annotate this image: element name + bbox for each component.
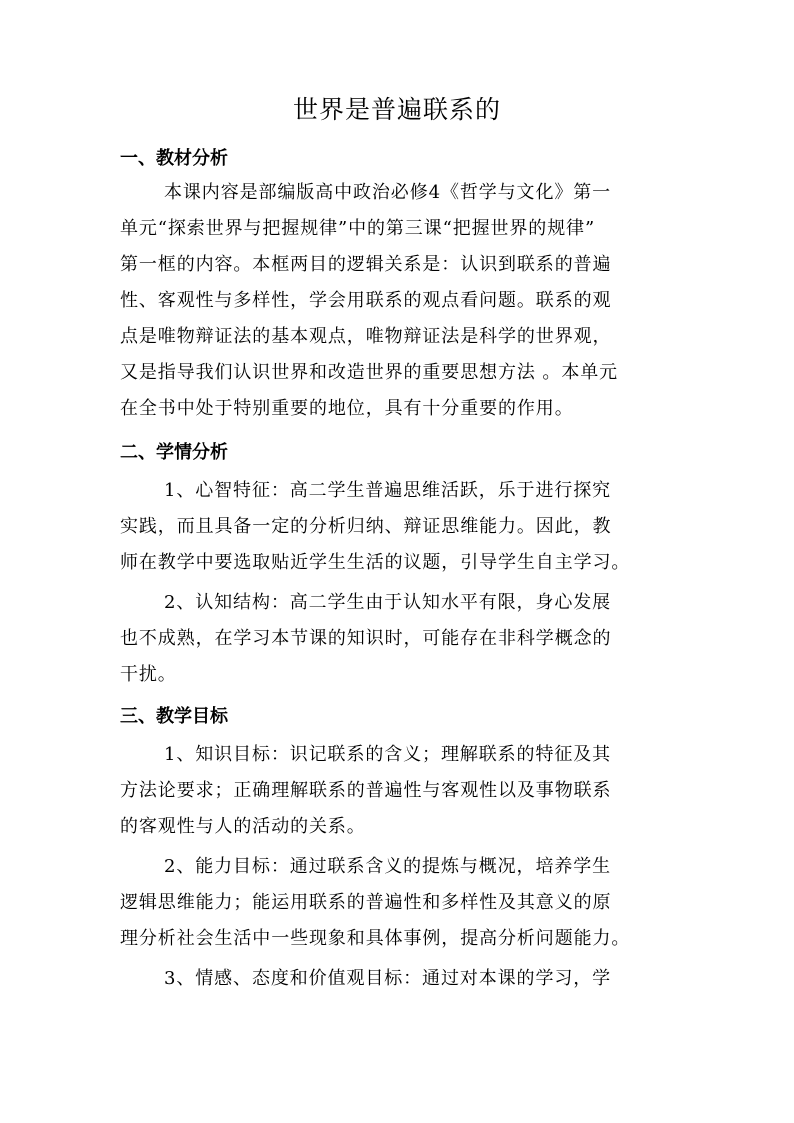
paragraph-line: 单元“探索世界与把握规律”中的第三课“把握世界的规律” [120,218,596,239]
paragraph-line: 1、心智特征：高二学生普遍思维活跃，乐于进行探究 [164,480,612,501]
paragraph-line: 第一框的内容。本框两目的逻辑关系是：认识到联系的普遍 [120,254,612,275]
section-heading-textbook-analysis: 一、教材分析 [120,148,228,169]
paragraph-line: 2、认知结构：高二学生由于认知水平有限，身心发展 [164,592,612,613]
section-heading-student-analysis: 二、学情分析 [120,442,228,463]
paragraph-line: 理分析社会生活中一些现象和具体事例，提高分析问题能力。 [120,928,631,949]
paragraph-line: 师在教学中要选取贴近学生生活的议题，引导学生自主学习。 [120,552,631,573]
section-heading-teaching-objectives: 三、教学目标 [120,706,228,727]
paragraph-line: 2、能力目标：通过联系含义的提炼与概况，培养学生 [164,856,612,877]
document-title: 世界是普遍联系的 [292,95,501,124]
paragraph-line: 点是唯物辩证法的基本观点，唯物辩证法是科学的世界观， [120,326,612,347]
paragraph-line: 的客观性与人的活动的关系。 [120,816,366,837]
paragraph-line: 又是指导我们认识世界和改造世界的重要思想方法 。本单元 [120,362,619,383]
paragraph-line: 在全书中处于特别重要的地位，具有十分重要的作用。 [120,398,574,419]
paragraph-line: 3、情感、态度和价值观目标：通过对本课的学习，学 [164,968,612,989]
paragraph-line: 方法论要求；正确理解联系的普遍性与客观性以及事物联系 [120,780,612,801]
paragraph-line: 逻辑思维能力；能运用联系的普遍性和多样性及其意义的原 [120,892,612,913]
paragraph-line: 干扰。 [120,664,177,685]
paragraph-line: 也不成熟，在学习本节课的知识时，可能存在非科学概念的 [120,628,612,649]
paragraph-line: 1、知识目标：识记联系的含义；理解联系的特征及其 [164,744,612,765]
paragraph-line: 性、客观性与多样性，学会用联系的观点看问题。联系的观 [120,290,612,311]
paragraph-line: 实践，而且具备一定的分析归纳、辩证思维能力。因此，教 [120,516,612,537]
paragraph-line: 本课内容是部编版高中政治必修4《哲学与文化》第一 [164,182,612,203]
